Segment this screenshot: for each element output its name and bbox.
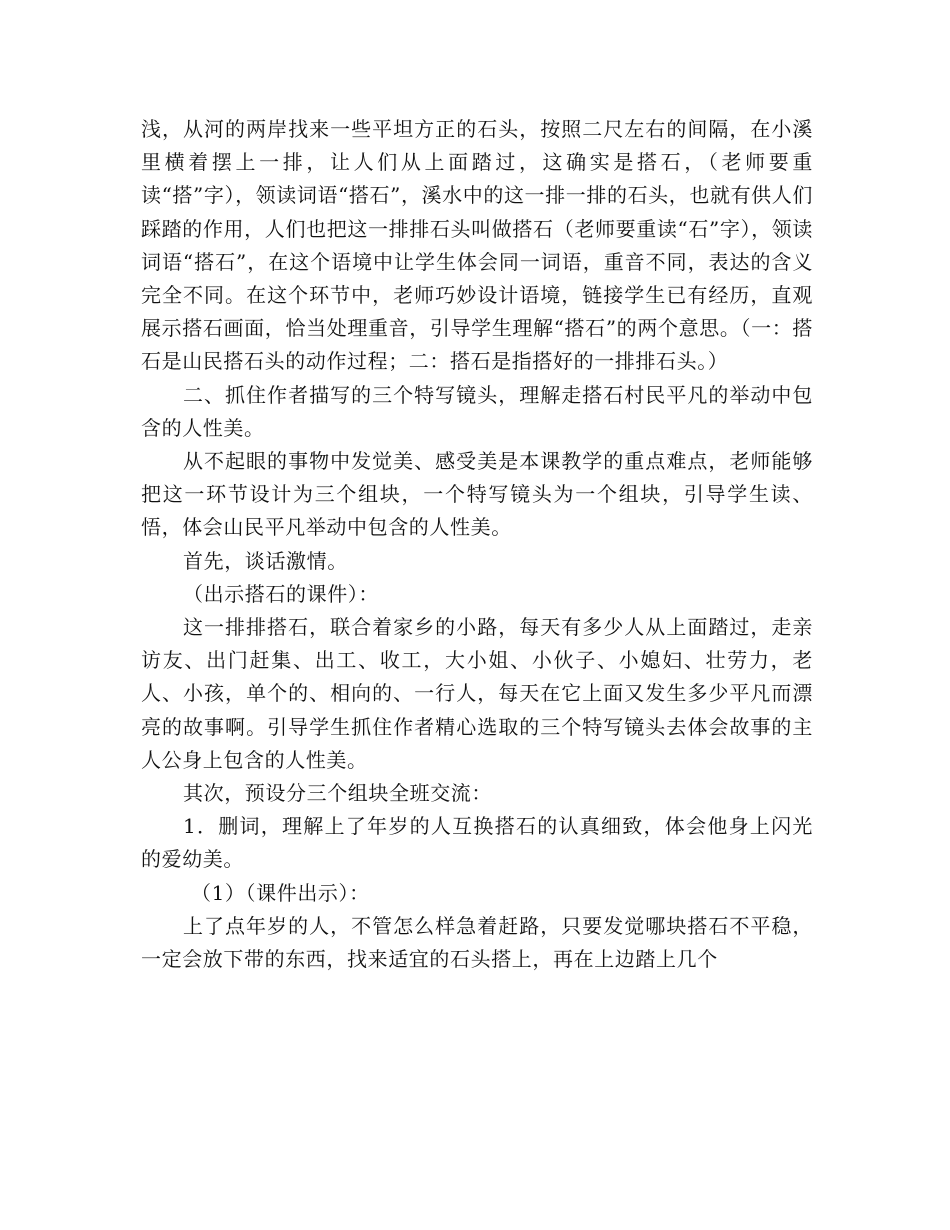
paragraph-10: 上了点年岁的人，不管怎么样急着赶路，只要发觉哪块搭石不平稳，一定会放下带的东西，找来适宜的石头搭上，再在上边踏上几个 [141,913,813,972]
paragraph-4: 首先，谈话激情。 [183,548,348,573]
paragraph-7: 其次，预设分三个组块全班交流： [183,781,492,806]
paragraph-9: （1）（课件出示）： [191,880,370,905]
paragraph-3: 从不起眼的事物中发觉美、感受美是本课教学的重点难点，老师能够把这一环节设计为三个组块，一个特写镜头为一个组块，引导学生读、悟，体会山民平凡举动中包含的人性美。 [141,449,813,540]
paragraph-8: 1．删词，理解上了年岁的人互换搭石的认真细致，体会他身上闪光的爱幼美。 [141,814,813,872]
paragraph-5: （出示搭石的课件）： [183,581,379,606]
paragraph-2: 二、抓住作者描写的三个特写镜头，理解走搭石村民平凡的举动中包含的人性美。 [141,382,813,440]
paragraph-1: 浅，从河的两岸找来一些平坦方正的石头，按照二尺左右的间隔，在小溪里横着摆上一排，让人们从上面踏过，这确实是搭石，（老师要重读“搭”字），领读词语“搭石”，溪水中的这一排一排的石头，也就有供人们踩踏的作用，人们也把这一排排石头叫做搭石（老师要重读“石”字），领读词语“搭石”，在这个语境中让学生体会同一词语，重音不同，表达的含义完全不同。在这个环节中，老师巧妙设计语境，链接学生已有经历，直观展示搭石画面，恰当处理重音，引导学生理解“搭石”的两个意思。（一：搭石是山民搭石头的动作过程；二：搭石是指搭好的一排排石头。） [141,117,813,374]
document-page [141,113,813,976]
paragraph-6: 这一排排搭石，联合着家乡的小路，每天有多少人从上面踏过，走亲访友、出门赶集、出工、收工，大小姐、小伙子、小媳妇、壮劳力，老人、小孩，单个的、相向的、一行人，每天在它上面又发生多少平凡而漂亮的故事啊。引导学生抓住作者精心选取的三个特写镜头去体会故事的主人公身上包含的人性美。 [141,615,813,772]
